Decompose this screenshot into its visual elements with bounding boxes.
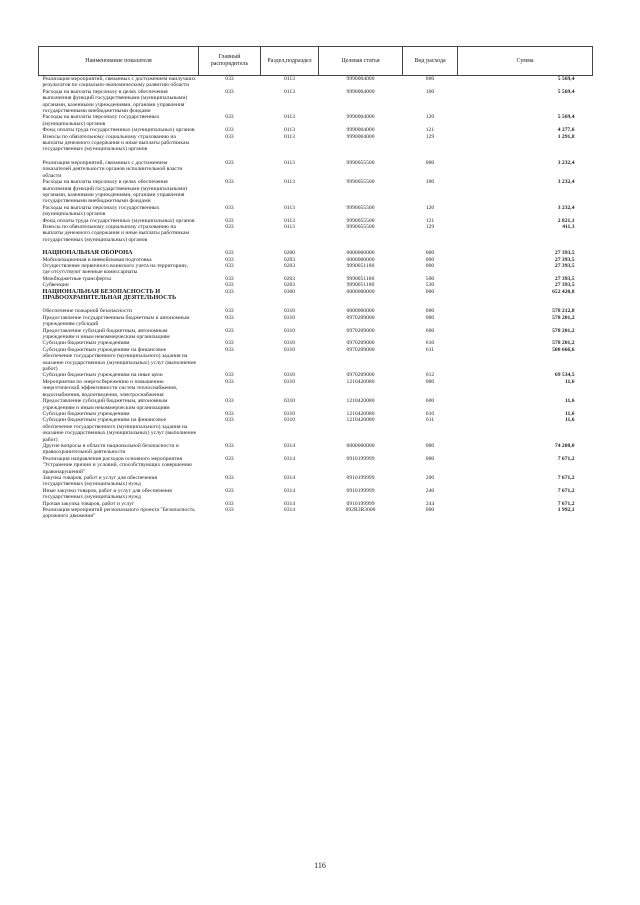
row-sum: 2 821,1	[557, 217, 575, 224]
row-type: 600	[425, 398, 435, 405]
row-sum: 11,6	[565, 378, 575, 385]
table-row	[39, 417, 593, 443]
row-target: 0000000000	[346, 442, 375, 449]
row-type: 100	[425, 179, 435, 186]
row-sum: 27 393,5	[554, 262, 575, 269]
row-grbs: 033	[225, 410, 234, 417]
row-sum: 578 201,2	[552, 314, 575, 321]
row-target: 0000000000	[346, 250, 375, 257]
row-type: 129	[425, 223, 435, 230]
table-row	[39, 134, 593, 153]
row-type: 121	[425, 127, 435, 134]
row-name: Расходы на выплаты персоналу в целях обеспечения выполнения функций государственными (муниципальными) органами, казенными учреждениями, органами управления государственными внебюджетными фондами	[42, 179, 188, 205]
row-sum: 7 671,2	[557, 487, 575, 494]
row-grbs: 033	[225, 256, 234, 263]
row-section: 0314	[283, 500, 296, 507]
row-type: 000	[425, 442, 435, 449]
row-section: 0200	[283, 250, 296, 257]
row-type: 000	[425, 308, 435, 315]
row-target: 0970209000	[346, 314, 375, 321]
row-sum: 27 393,5	[554, 275, 575, 282]
row-section: 0314	[283, 487, 296, 494]
row-grbs: 033	[225, 179, 234, 186]
row-name: НАЦИОНАЛЬНАЯ ОБОРОНА	[42, 249, 133, 257]
table-row	[39, 243, 593, 256]
row-section: 0113	[284, 114, 295, 121]
row-name: Субсидии бюджетным учреждениям	[42, 410, 130, 417]
row-target: 0000000000	[346, 256, 375, 263]
row-sum: 411,3	[562, 223, 575, 230]
row-sum: 74 208,0	[554, 442, 575, 449]
row-name: Иные закупки товаров, работ и услуг для обеспечения государственных (муниципальных) нужд	[42, 487, 172, 501]
row-section: 0203	[283, 282, 296, 289]
row-type: 121	[425, 217, 435, 224]
row-sum: 7 671,2	[557, 455, 575, 462]
row-target: 9990051180	[346, 275, 375, 282]
row-type: 120	[425, 204, 435, 211]
row-target: 0970209000	[346, 340, 375, 347]
row-sum: 11,6	[565, 410, 575, 417]
row-sum: 7 671,2	[557, 474, 575, 481]
row-name: Субсидии бюджетным учреждениям на финансовое обеспечение государственного (муниципального) задания на оказание государственных (муниципальных) услуг (выполнение работ)	[42, 417, 197, 443]
row-grbs: 033	[225, 378, 234, 385]
row-name: Взносы по обязательному социальному страхованию на выплаты денежного содержания и иные выплаты работникам государственных (муниципальных) органов	[42, 133, 190, 153]
row-type: 500	[425, 275, 435, 282]
row-target: 0910199999	[346, 474, 375, 481]
row-section: 0203	[283, 275, 296, 282]
table-row	[39, 443, 593, 456]
table-row	[39, 76, 593, 89]
row-grbs: 033	[225, 340, 234, 347]
row-name: Обеспечение пожарной безопасности	[42, 308, 133, 315]
row-section: 0310	[283, 372, 296, 379]
row-target: 9990004000	[346, 114, 375, 121]
row-section: 0203	[283, 262, 296, 269]
row-type: 240	[425, 487, 435, 494]
row-name: Прочая закупка товаров, работ и услуг	[42, 500, 135, 507]
row-target: 0970209000	[346, 327, 375, 334]
row-section: 0310	[283, 398, 296, 405]
row-name: НАЦИОНАЛЬНАЯ БЕЗОПАСНОСТЬ И ПРАВООХРАНИТЕЛЬНАЯ ДЕЯТЕЛЬНОСТЬ	[42, 287, 177, 301]
table-row	[39, 153, 593, 179]
row-grbs: 033	[225, 500, 234, 507]
row-type: 129	[425, 133, 435, 140]
row-name: Субсидии бюджетным учреждениям на иные цели	[42, 372, 163, 379]
table-header-row	[39, 47, 593, 76]
table-row	[39, 289, 593, 302]
table-row	[39, 114, 593, 127]
row-name: Фонд оплаты труда государственных (муниципальных) органов	[42, 217, 195, 224]
row-section: 0113	[284, 223, 295, 230]
row-type: 000	[425, 262, 435, 269]
row-section: 0314	[283, 474, 296, 481]
row-target: 1210420080	[346, 378, 375, 385]
row-target: 0000000000	[346, 308, 375, 315]
row-grbs: 033	[225, 159, 234, 166]
table-row	[39, 301, 593, 314]
header-name: Наименование показателя	[39, 47, 199, 76]
header-type: Вид расхода	[403, 47, 458, 76]
table-row	[39, 315, 593, 328]
row-grbs: 033	[225, 308, 234, 315]
row-grbs: 033	[225, 262, 234, 269]
row-type: 000	[425, 288, 435, 295]
row-section: 0310	[283, 410, 296, 417]
row-sum: 578 212,8	[552, 308, 575, 315]
row-target: 1210420080	[346, 398, 375, 405]
header-target: Целевая статья	[319, 47, 403, 76]
page-number: 116	[314, 861, 326, 870]
table-row	[39, 205, 593, 218]
row-grbs: 033	[225, 372, 234, 379]
row-name: Осуществление первичного воинского учета на территориях, где отсутствуют военные комиссариаты	[42, 262, 189, 276]
row-section: 0113	[284, 88, 295, 95]
row-grbs: 033	[225, 133, 234, 140]
row-grbs: 033	[225, 275, 234, 282]
row-section: 0300	[283, 288, 296, 295]
budget-table	[38, 46, 593, 520]
row-name: Расходы на выплаты персоналу в целях обеспечения выполнения функций государственными (муниципальными) органами, казенными учреждениями, органами управления государственными внебюджетными фондами	[42, 88, 188, 115]
row-sum: 69 534,5	[554, 372, 575, 379]
row-grbs: 033	[225, 455, 234, 462]
row-section: 0113	[284, 204, 295, 211]
row-sum: 3 232,4	[557, 179, 575, 186]
row-target: 9990051180	[346, 282, 375, 289]
row-grbs: 033	[225, 346, 234, 353]
table-row	[39, 379, 593, 398]
row-target: 0910199999	[346, 455, 375, 462]
row-type: 000	[425, 455, 435, 462]
row-sum: 5 569,4	[557, 76, 575, 82]
row-name: Расходы на выплаты персоналу государственных (муниципальных) органов	[42, 114, 160, 127]
row-name: Предоставление субсидий бюджетным, автономным учреждениям и иным некоммерческим организациям	[42, 398, 170, 411]
table-row	[39, 347, 593, 373]
table-row	[39, 224, 593, 243]
row-grbs: 033	[225, 114, 234, 121]
row-name: Предоставление государственным бюджетным и автономным учреждениям субсидий	[42, 314, 190, 328]
row-sum: 578 201,2	[552, 340, 575, 347]
row-section: 0113	[284, 179, 295, 186]
row-grbs: 033	[225, 282, 234, 289]
row-target: 092R3R3000	[345, 507, 376, 513]
row-grbs: 033	[225, 223, 234, 230]
budget-table-sheet	[38, 46, 592, 520]
table-row	[39, 328, 593, 341]
row-name: Субсидии бюджетным учреждениям на финансовое обеспечение государственного (муниципального) задания на оказание государственных (муниципальных) услуг (выполнение работ)	[42, 346, 197, 373]
header-section: Раздел,подраздел	[261, 47, 319, 76]
table-row	[39, 507, 593, 520]
row-name: Межбюджетные трансферты	[42, 275, 111, 282]
row-target: 0000000000	[346, 288, 375, 295]
row-name: Субвенции	[42, 282, 69, 289]
row-target: 9990055500	[346, 217, 375, 224]
row-type: 530	[425, 282, 435, 289]
row-target: 0970209000	[346, 372, 375, 379]
header-sum: Сумма	[458, 47, 593, 76]
table-row	[39, 179, 593, 205]
table-row	[39, 475, 593, 488]
row-section: 0113	[284, 127, 295, 134]
row-sum: 5 569,4	[557, 114, 575, 121]
row-target: 0970209000	[346, 346, 375, 353]
row-type: 120	[425, 114, 435, 121]
table-body	[39, 76, 593, 520]
row-type: 000	[425, 507, 435, 513]
row-sum: 11,6	[565, 398, 575, 405]
row-sum: 1 992,1	[557, 507, 575, 513]
row-target: 9990004000	[346, 133, 375, 140]
row-target: 9990055500	[346, 204, 375, 211]
row-section: 0113	[284, 159, 295, 166]
row-target: 1210420080	[346, 417, 375, 424]
row-sum: 7 671,2	[557, 500, 575, 507]
row-target: 9990051180	[346, 262, 375, 269]
row-type: 600	[425, 327, 435, 334]
row-sum: 3 232,4	[557, 204, 575, 211]
row-type: 244	[425, 500, 435, 507]
row-section: 0314	[283, 442, 296, 449]
row-type: 000	[425, 159, 435, 166]
row-grbs: 033	[225, 288, 234, 295]
row-name: Фонд оплаты труда государственных (муниципальных) органов	[42, 127, 195, 134]
row-name: Взносы по обязательному социальному страхованию на выплаты денежного содержания и иные выплаты работникам государственных (муниципальных) органов	[42, 223, 190, 243]
row-type: 000	[425, 256, 435, 263]
row-section: 0203	[283, 256, 296, 263]
row-grbs: 033	[225, 442, 234, 449]
row-type: 000	[425, 378, 435, 385]
row-sum: 652 420,8	[552, 288, 575, 295]
row-grbs: 033	[225, 417, 234, 424]
row-target: 9990055500	[346, 223, 375, 230]
row-name: Реализация мероприятий регионального проекта "Безопасность дорожного движения"	[42, 507, 195, 520]
row-grbs: 033	[225, 88, 234, 95]
row-section: 0310	[283, 346, 296, 353]
row-grbs: 033	[225, 398, 234, 405]
header-grbs: Главный распорядитель	[199, 47, 261, 76]
row-grbs: 033	[225, 250, 234, 257]
row-grbs: 033	[225, 487, 234, 494]
row-type: 611	[425, 346, 435, 353]
row-name: Расходы на выплаты персоналу государственных (муниципальных) органов	[42, 204, 160, 218]
row-type: 200	[425, 474, 435, 481]
row-grbs: 033	[225, 327, 234, 334]
row-sum: 1 291,8	[557, 133, 575, 140]
row-section: 0314	[283, 507, 296, 513]
row-name: Закупка товаров, работ и услуг для обеспечения государственных (муниципальных) нужд	[42, 474, 158, 488]
row-sum: 578 201,2	[552, 327, 575, 334]
row-sum: 5 569,4	[557, 88, 575, 95]
row-grbs: 033	[225, 204, 234, 211]
row-target: 9990004000	[346, 88, 375, 95]
row-target: 9990055500	[346, 179, 375, 186]
row-grbs: 033	[225, 474, 234, 481]
row-sum: 27 393,5	[554, 256, 575, 263]
row-target: 9990055500	[346, 159, 375, 166]
table-row	[39, 456, 593, 475]
row-type: 000	[425, 314, 435, 321]
row-sum: 4 277,6	[557, 127, 575, 134]
row-section: 0310	[283, 308, 296, 315]
row-sum: 11,6	[565, 417, 575, 424]
row-grbs: 033	[225, 217, 234, 224]
table-row	[39, 89, 593, 115]
row-name: Мероприятия по энергосбережению и повышению энергетической эффективности систем теплоснабжения, водоснабжения, водоотведения, электроснабжения	[42, 378, 178, 398]
row-sum: 27 393,5	[554, 282, 575, 289]
row-grbs: 033	[225, 76, 234, 82]
row-name: Реализация мероприятий, связанных с достижением показателей деятельности органов исполнительной власти области	[42, 159, 183, 179]
row-type: 000	[425, 76, 435, 82]
table-row	[39, 263, 593, 276]
row-name: Другие вопросы в области национальной безопасности и правоохранительной деятельности	[42, 442, 179, 456]
row-section: 0310	[283, 378, 296, 385]
row-name: Субсидии бюджетным учреждениям	[42, 340, 130, 347]
row-target: 0910199999	[346, 500, 375, 507]
row-name: Реализация направления расходов основного мероприятия "Устранение причин и условий, способствующих совершению правонарушений"	[42, 455, 192, 475]
row-sum: 27 393,5	[554, 250, 575, 257]
table-row	[39, 398, 593, 411]
row-section: 0314	[283, 455, 296, 462]
row-type: 612	[425, 372, 435, 379]
row-target: 9990004000	[346, 127, 375, 134]
row-target: 9990004000	[346, 76, 375, 82]
row-section: 0310	[283, 314, 296, 321]
row-sum: 3 232,4	[557, 159, 575, 166]
row-grbs: 033	[225, 507, 234, 513]
row-target: 0910199999	[346, 487, 375, 494]
row-section: 0310	[283, 417, 296, 424]
row-section: 0113	[284, 133, 295, 140]
row-section: 0113	[284, 76, 295, 82]
row-sum: 508 666,6	[552, 346, 575, 353]
row-name: Предоставление субсидий бюджетным, автономным учреждениям и иным некоммерческим организациям	[42, 327, 170, 341]
row-name: Мобилизационная и вневойсковая подготовка	[42, 256, 152, 263]
row-type: 000	[425, 250, 435, 257]
row-section: 0310	[283, 340, 296, 347]
row-grbs: 033	[225, 314, 234, 321]
row-name: Реализация мероприятий, связанных с достижением наилучших результатов по социально-экономическому развитию области	[42, 76, 196, 89]
row-grbs: 033	[225, 127, 234, 134]
row-type: 610	[425, 410, 435, 417]
row-target: 1210420080	[346, 410, 375, 417]
table-row	[39, 488, 593, 501]
row-section: 0310	[283, 327, 296, 334]
row-type: 100	[425, 88, 435, 95]
row-type: 611	[425, 417, 435, 424]
row-type: 610	[425, 340, 435, 347]
row-section: 0113	[284, 217, 295, 224]
